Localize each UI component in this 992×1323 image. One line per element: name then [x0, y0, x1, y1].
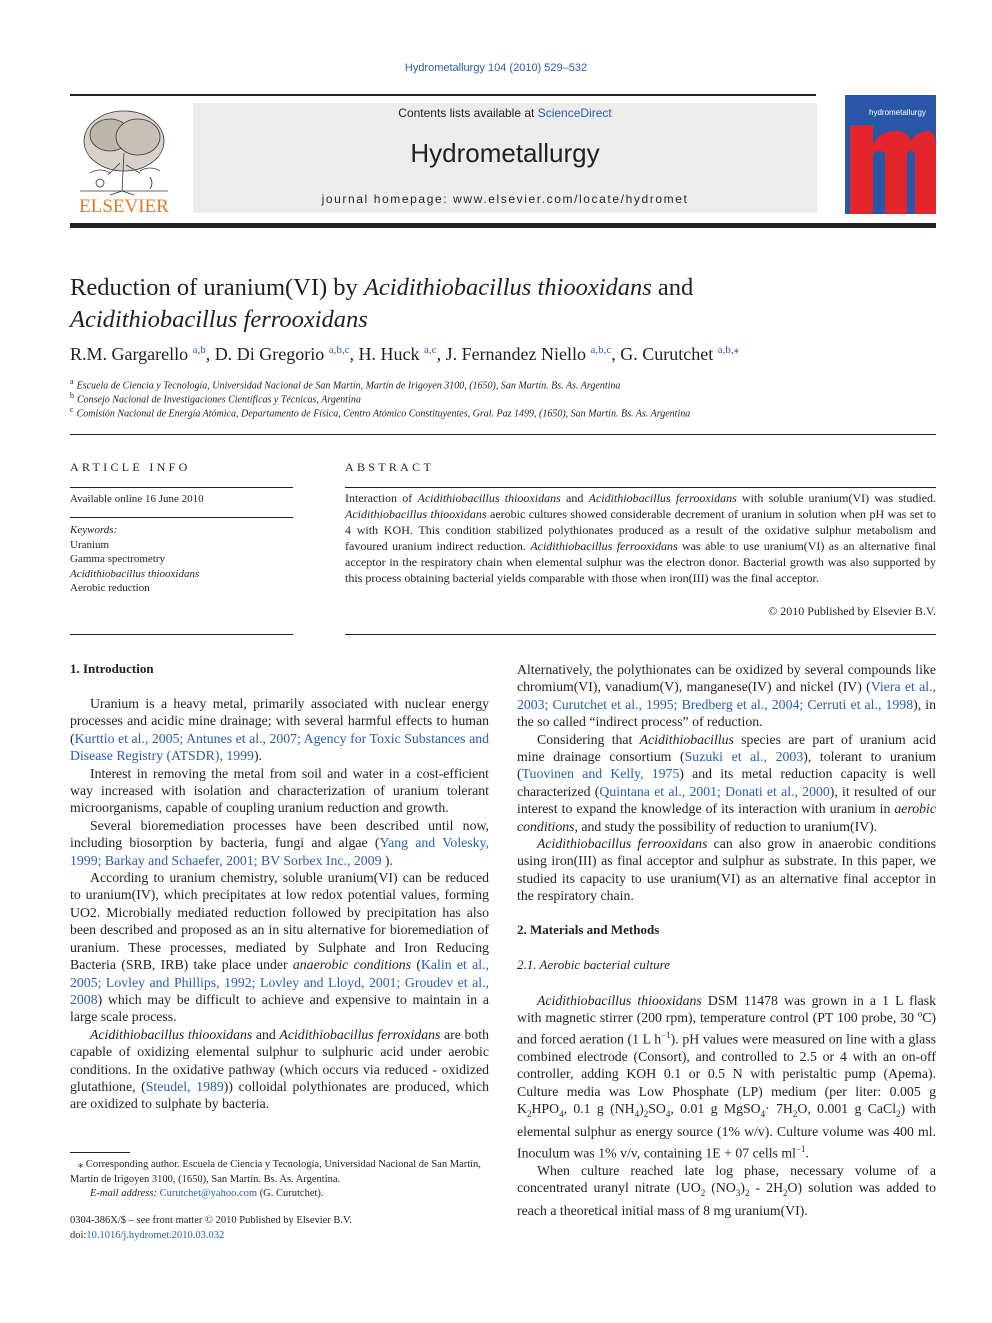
elsevier-tree-icon — [70, 103, 178, 215]
keywords-block — [70, 523, 199, 596]
article-info-heading: ARTICLE INFO — [70, 460, 191, 474]
introduction-body — [70, 695, 489, 1113]
info-rule — [70, 634, 293, 635]
author: D. Di Gregorio $^{a,b,c}$, — [214, 344, 359, 364]
keywords-label: Keywords: — [70, 524, 118, 536]
paragraph: Alternatively, the polythionates can be oxidized by several compounds like chromium(VI), vanadium(V), manganese(IV) and nickel (IV) (Viera et al., 2003; Curutchet et al., 1995; Bredberg et al., 2004; Cerruti et al., 1998), in the so called “indirect process” of reduction. — [517, 662, 936, 730]
article-title — [70, 272, 936, 336]
affiliation-a: $^a$ Escuela de Ciencia y Tecnología, Universidad Nacional de San Martín, Martín de Irigoyen 3100, (1650), San Martín. Bs. As. Argentina — [70, 377, 621, 392]
homepage-prefix: journal homepage: — [321, 192, 454, 206]
svg-text:ELSEVIER: ELSEVIER — [79, 196, 169, 215]
aerobic-culture-heading: 2.1. Aerobic bacterial culture — [517, 957, 670, 972]
title-text: and — [651, 274, 694, 301]
methods-body — [517, 992, 936, 1220]
issn-line: 0304-386X/$ – see front matter © 2010 Published by Elsevier B.V. — [70, 1215, 352, 1226]
author: G. Curutchet $^{a,b,⁎}$ — [620, 344, 740, 364]
author: R.M. Gargarello $^{a,b}$, — [70, 344, 215, 364]
citation-link[interactable]: Kurttio et al., 2005; Antunes et al., 2007; Agency for Toxic Substances and Disease Registry (ATSDR), 1999 — [70, 730, 489, 764]
journal-name: Hydrometallurgy — [410, 138, 600, 168]
email-link[interactable]: Curutchet@yahoo.com — [159, 1188, 258, 1199]
email-note: E-mail address: Curutchet@yahoo.com (G. Curutchet). — [90, 1188, 324, 1199]
introduction-heading: 1. Introduction — [70, 661, 154, 676]
title-species-1: Acidithiobacillus thiooxidans — [363, 274, 652, 301]
homepage-url[interactable]: www.elsevier.com/locate/hydromet — [453, 192, 689, 206]
author: J. Fernandez Niello $^{a,b,c}$, — [445, 344, 621, 364]
abstract-heading: ABSTRACT — [345, 460, 435, 474]
sciencedirect-link[interactable]: ScienceDirect — [537, 106, 612, 120]
keyword: Aerobic reduction — [70, 582, 150, 594]
abstract-rule — [345, 634, 936, 635]
abstract-rule — [345, 487, 936, 488]
corresponding-author-note: ⁎ Corresponding author. Escuela de Ciencia y Tecnología, Universidad Nacional de San Martín, Martín de Irigoyen 3100, (1650), San Martín. Bs. As. Argentina. — [70, 1159, 481, 1185]
citation-link[interactable]: Steudel, 1989 — [145, 1078, 224, 1094]
contents-prefix: Contents lists available at — [398, 106, 538, 120]
paragraph: When culture reached late log phase, necessary volume of a concentrated uranyl nitrate ($UO_2$ $(NO_3)_2 - 2H_2O$) solution was added to reach a theoretical initial mass of 8 mg uranium(VI). — [517, 1162, 936, 1219]
journal-cover-icon — [845, 95, 936, 214]
affiliation-link[interactable]: a,b,c — [590, 344, 612, 356]
journal-citation[interactable]: Hydrometallurgy 104 (2010) 529–532 — [404, 62, 588, 74]
keyword: Gamma spectrometry — [70, 553, 165, 565]
affiliation-link[interactable]: a,b,c — [328, 344, 350, 356]
affiliation-c: $^c$ Comisión Nacional de Energía Atómica, Departamento de Física, Centro Atómico Constituyentes, Gral. Paz 1499, (1650), San Martín. Bs. As. Argentina — [70, 405, 691, 420]
paragraph: Acidithiobacillus thiooxidans DSM 11478 was grown in a 1 L flask with magnetic stirrer (200 rpm), temperature control (PT 100 probe, 30 ºC) and forced aeration (1 L $h^{-1}$). pH values were measured on line with a glass combined electrode (Consort), and controlled to 2.5 or 4 with an on-off controller, adding KOH 0.1 or 0.5 N with peristaltic pump (Apema). Culture media was Low Phosphate (LP) medium (per liter: 0.005 g $K_2HPO_4$, 0.1 g $(NH_4)_2SO_4$, 0.01 g MgSO$_4$· $7H_2O$, 0.001 g CaCl$_2$) with elemental sulphur as energy source (1% w/v). Culture volume was 400 ml. Inoculum was 1% v/v, containing 1E + 07 cells $ml^{-1}$. — [517, 993, 936, 1161]
journal-homepage — [193, 192, 817, 206]
affiliation-b: $^b$ Consejo Nacional de Investigaciones Científicas y Técnicas, Argentina — [70, 391, 361, 406]
citation-link[interactable]: Viera et al., 2003; Curutchet et al., 1995; Bredberg et al., 2004; Cerruti et al., 1998 — [517, 679, 936, 712]
paragraph: Considering that Acidithiobacillus species are part of uranium acid mine drainage consortium (Suzuki et al., 2003), tolerant to uranium (Tuovinen and Kelly, 1975) and its metal reduction capacity is well characterized (Quintana et al., 2001; Donati et al., 2000), it resulted of our interest to expand the knowledge of its interaction with uranium in aerobic conditions, and study the possibility of reduction to uranium(IV). — [517, 731, 936, 834]
svg-text:hydrometallurgy: hydrometallurgy — [869, 108, 926, 117]
footnote-rule — [70, 1152, 130, 1153]
contents-line — [193, 106, 817, 120]
affiliation-link[interactable]: a,b,⁎ — [717, 344, 740, 356]
keyword: Acidithiobacillus thiooxidans — [70, 567, 200, 580]
doi-line: doi:10.1016/j.hydromet.2010.03.032 — [70, 1229, 225, 1241]
info-rule — [70, 487, 293, 488]
front-matter — [70, 1214, 490, 1243]
paragraph: According to uranium chemistry, soluble uranium(VI) can be reduced to uranium(IV), which precipitates at low redox potential values, forming UO2. Microbially mediated reduction followed by precipitation has also been described and proposed as an in situ alternative for bioremediation of uranium. These processes, mediated by Sulphate and Iron Reducing Bacteria (SRB, IRB) take place under anaerobic conditions (Kalin et al., 2005; Lovley and Phillips, 1992; Lovley and Lloyd, 2001; Groudev et al., 2008) which may be difficult to achieve and expensive to maintain in a large scale process. — [70, 870, 489, 1025]
info-rule — [70, 517, 293, 518]
affiliation-link[interactable]: a,b — [192, 344, 206, 356]
methods-heading: 2. Materials and Methods — [517, 922, 660, 937]
paragraph: Interest in removing the metal from soil and water in a cost-efficient way increased with isolation and characterization of uranium tolerant microorganisms, capable of coupling uranium reduction and growth. — [70, 765, 489, 816]
title-species-2: Acidithiobacillus ferrooxidans — [70, 306, 368, 333]
copyright: © 2010 Published by Elsevier B.V. — [768, 604, 936, 618]
title-text: Reduction of uranium(VI) by — [70, 274, 364, 301]
header-rule — [70, 94, 816, 96]
introduction-body-continued — [517, 661, 936, 905]
elsevier-logo[interactable] — [70, 103, 178, 215]
header-thick-rule — [70, 223, 936, 228]
citation-link[interactable]: Quintana et al., 2001; Donati et al., 2000 — [599, 783, 830, 799]
abstract-text: Interaction of Acidithiobacillus thiooxidans and Acidithiobacillus ferrooxidans with soluble uranium(VI) was studied. Acidithiobacillus thiooxidans aerobic cultures showed considerable decrement of uranium in solution when pH was set to 4 with KOH. This condition stabilized polythionates produced as a result of the oxidative sulphur metabolism and favoured uranium indirect reduction. Acidithiobacillus ferrooxidans was able to use uranium(VI) as an alternative final acceptor in the respiratory chain when elemental sulphur was the electron donor. Bacterial growth was also supported by this process obtaining bacterial yields comparable with those when iron(III) was the final acceptor. — [345, 491, 937, 585]
affiliation-rule — [70, 434, 936, 435]
journal-cover[interactable] — [845, 95, 936, 214]
paragraph: Acidithiobacillus ferrooxidans can also grow in anaerobic conditions using iron(III) as final acceptor and sulphur as substrate. In this paper, we studied its capacity to use uranium(VI) as an alternative final acceptor in the respiratory chain. — [517, 836, 936, 904]
author-list — [70, 343, 950, 365]
paragraph: Acidithiobacillus thiooxidans and Acidithiobacillus ferroxidans are both capable of oxidizing elemental sulphur to sulphuric acid under aerobic conditions. In the oxidative pathway (which occurs via reduced - oxidized glutathione, (Steudel, 1989)) colloidal polythionates are produced, which are oxidized to sulphate by bacteria. — [70, 1026, 489, 1112]
footnote — [70, 1158, 490, 1202]
citation-link[interactable]: Yang and Volesky, 1999; Barkay and Schaefer, 2001; BV Sorbex Inc., 2009 — [70, 835, 489, 868]
citation-link[interactable]: Tuovinen and Kelly, 1975 — [521, 766, 680, 782]
citation-link[interactable]: Suzuki et al., 2003 — [684, 749, 804, 765]
keyword: Uranium — [70, 538, 110, 551]
available-online: Available online 16 June 2010 — [70, 493, 204, 505]
affiliation-link[interactable]: a,c — [424, 344, 437, 356]
author: H. Huck $^{a,c}$, — [358, 344, 446, 364]
paragraph: Uranium is a heavy metal, primarily associated with nuclear energy processes and acidic mine drainage; with several harmful effects to human (Kurttio et al., 2005; Antunes et al., 2007; Agency for Toxic Substances and Disease Registry (ATSDR), 1999). — [70, 696, 489, 764]
paragraph: Several bioremediation processes have been described until now, including biosorption by bacteria, fungi and algae (Yang and Volesky, 1999; Barkay and Schaefer, 2001; BV Sorbex Inc., 2009 ). — [70, 817, 489, 868]
doi-link[interactable]: 10.1016/j.hydromet.2010.03.032 — [86, 1229, 225, 1241]
citation-link[interactable]: Kalin et al., 2005; Lovley and Phillips, 1992; Lovley and Lloyd, 2001; Groudev et al., 2008 — [70, 957, 489, 1007]
